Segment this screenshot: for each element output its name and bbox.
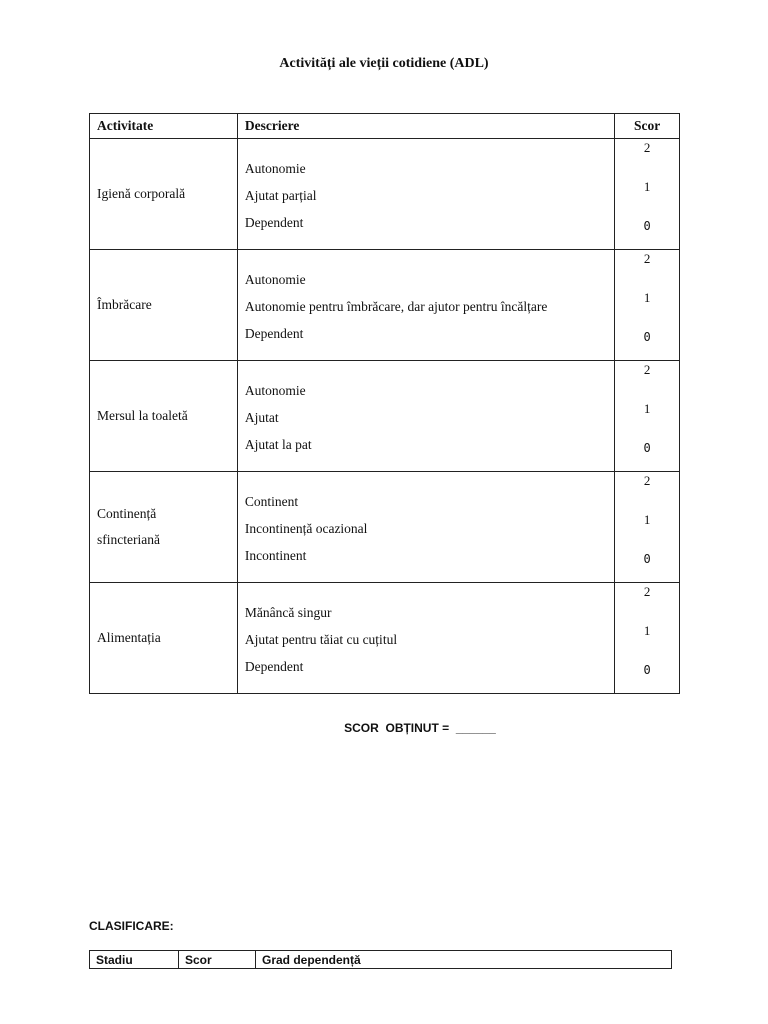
header-grad-dependenta: Grad dependență	[256, 951, 672, 969]
score-value: 1	[643, 512, 651, 527]
table-row	[90, 583, 680, 694]
description-cell	[237, 361, 614, 472]
table-row	[90, 472, 680, 583]
score-value: 2	[643, 251, 651, 266]
score-value: 0	[643, 552, 651, 566]
description-line: Autonomie pentru îmbrăcare, dar ajutor pentru încălțare	[244, 298, 548, 314]
description-cell	[237, 250, 614, 361]
header-descriere: Descriere	[237, 114, 614, 139]
score-cell	[615, 583, 680, 694]
description-line: Mănâncă singur	[244, 604, 332, 620]
table-row	[90, 139, 680, 250]
activity-cell: Continență sfincteriană	[90, 472, 238, 583]
description-line: Autonomie	[244, 160, 306, 176]
description-line: Dependent	[244, 658, 304, 674]
header-scor: Scor	[615, 114, 680, 139]
score-value: 1	[643, 290, 651, 305]
header-stadiu: Stadiu	[90, 951, 179, 969]
table-row	[90, 250, 680, 361]
score-value: 0	[643, 219, 651, 233]
header-scor: Scor	[179, 951, 256, 969]
description-line: Incontinență ocazional	[244, 520, 368, 536]
description-line: Dependent	[244, 214, 304, 230]
table-row	[90, 361, 680, 472]
header-activitate: Activitate	[90, 114, 238, 139]
score-value: 2	[643, 473, 651, 488]
description-cell	[237, 139, 614, 250]
score-cell	[615, 472, 680, 583]
score-cell	[615, 250, 680, 361]
description-line: Ajutat pentru tăiat cu cuțitul	[244, 631, 398, 647]
score-value: 2	[643, 584, 651, 599]
description-line: Autonomie	[244, 382, 306, 398]
description-line: Autonomie	[244, 271, 306, 287]
description-line: Dependent	[244, 325, 304, 341]
classification-header-row	[90, 951, 672, 969]
description-line: Ajutat parțial	[244, 187, 317, 203]
activity-cell: Igienă corporală	[90, 139, 238, 250]
score-cell	[615, 361, 680, 472]
description-line: Ajutat	[244, 409, 279, 425]
score-value: 2	[643, 362, 651, 377]
description-line: Ajutat la pat	[244, 436, 312, 452]
score-value: 0	[643, 330, 651, 344]
classification-table	[89, 950, 672, 969]
activity-cell: Mersul la toaletă	[90, 361, 238, 472]
score-cell	[615, 139, 680, 250]
score-value: 0	[643, 663, 651, 677]
score-value: 1	[643, 179, 651, 194]
classification-label: CLASIFICARE:	[89, 919, 174, 933]
score-value: 1	[643, 623, 651, 638]
page-title: Activități ale vieții cotidiene (ADL)	[279, 56, 489, 71]
score-value: 0	[643, 441, 651, 455]
score-obtained-line: SCOR OBȚINUT = ______	[344, 721, 496, 735]
description-line: Continent	[244, 493, 299, 509]
activity-cell: Alimentația	[90, 583, 238, 694]
description-line: Incontinent	[244, 547, 307, 563]
description-cell	[237, 583, 614, 694]
score-value: 2	[643, 140, 651, 155]
adl-table	[89, 113, 680, 694]
description-cell	[237, 472, 614, 583]
adl-table-header	[90, 114, 680, 139]
score-value: 1	[643, 401, 651, 416]
activity-cell: Îmbrăcare	[90, 250, 238, 361]
